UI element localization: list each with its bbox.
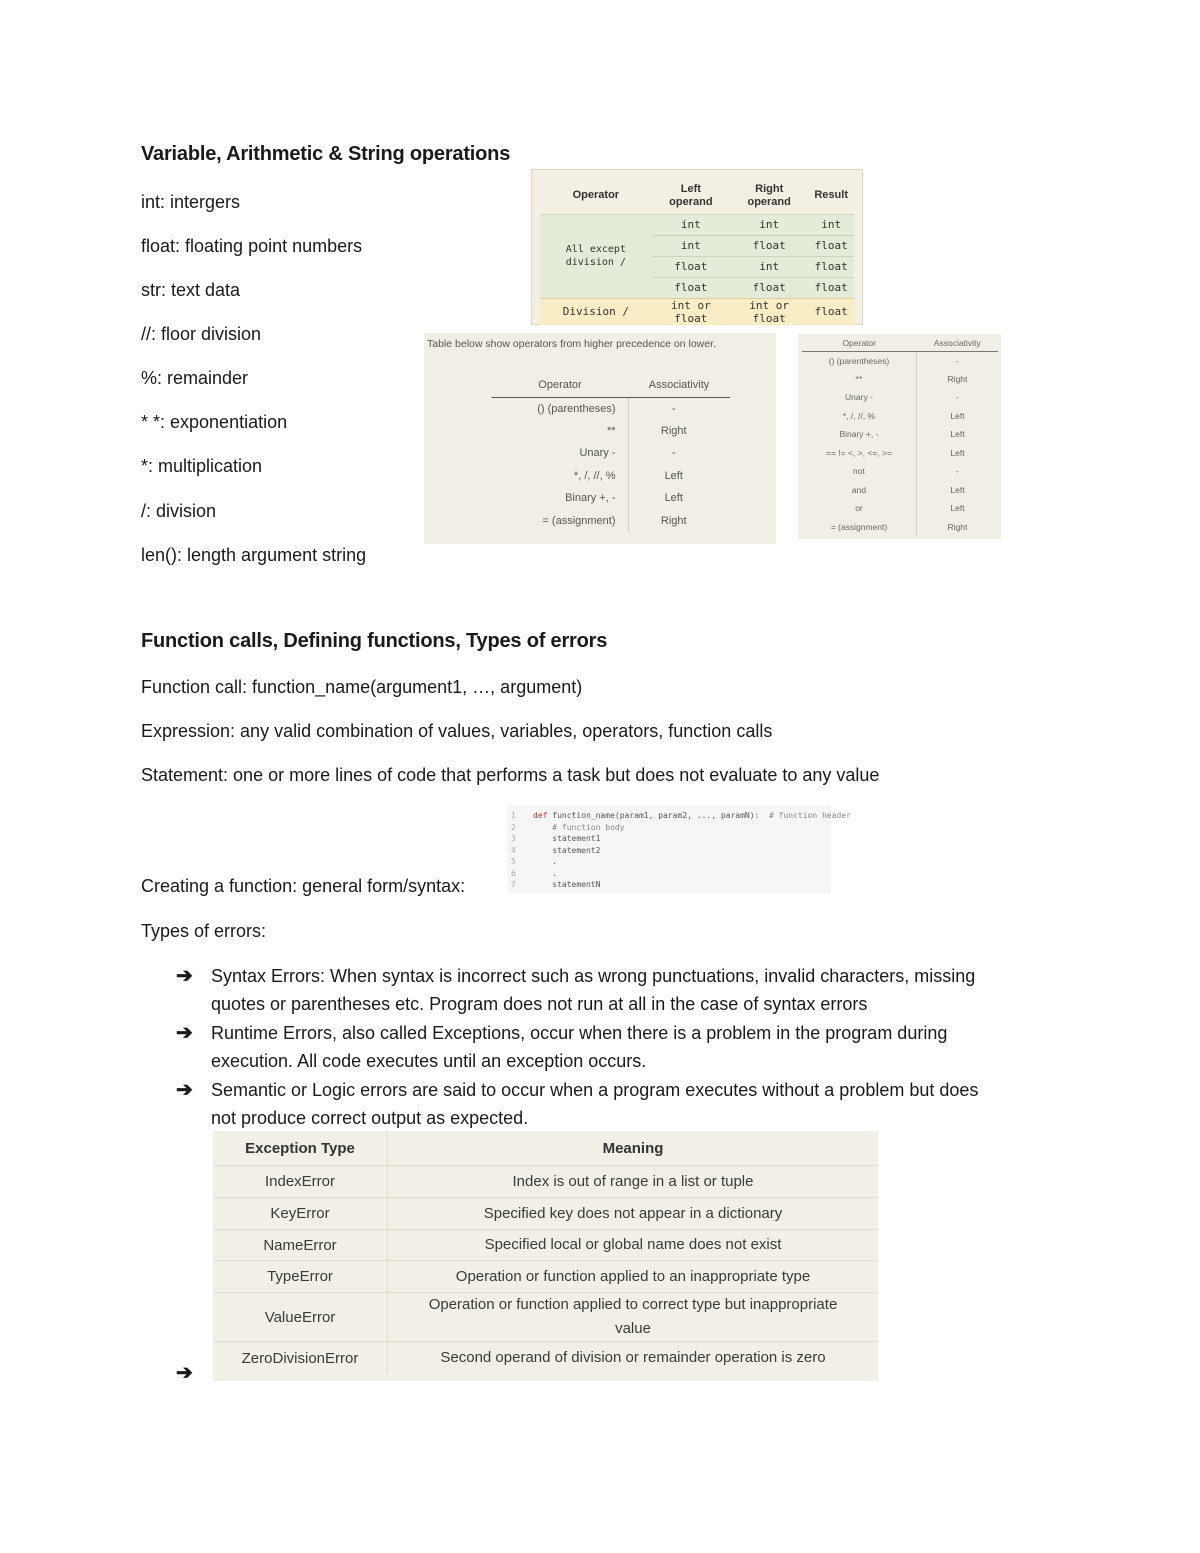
section1-item: //: floor division (141, 324, 262, 344)
code-line (511, 845, 831, 857)
bullet-text: not produce correct output as expected. (211, 1108, 529, 1128)
precedence-cell: Unary - (492, 442, 628, 465)
code-text: . (533, 868, 558, 878)
section1-item: %: remainder (141, 368, 249, 388)
precedence-cell: Right (660, 424, 687, 437)
exception-type: IndexError (213, 1166, 388, 1198)
line-number: 6 (511, 868, 516, 878)
code-comment: # function header (759, 811, 851, 820)
exception-meaning: Specified local or global name does not exist (388, 1230, 879, 1261)
precedence-cell: Unary - (802, 388, 916, 407)
precedence-cell: Left (664, 492, 683, 505)
bullet-text: Semantic or Logic errors are said to occur when a program executes without a problem but does (211, 1080, 979, 1100)
exception-meaning: Operation or function applied to an inappropriate type (388, 1261, 879, 1293)
bullet-syntax-errors (211, 962, 1091, 1018)
function-syntax-code (507, 805, 851, 893)
exceptions-header: Exception Type (213, 1131, 388, 1166)
type-table-cell: float (808, 298, 854, 325)
precedence-cell: Left (950, 447, 965, 458)
line-number: 3 (511, 834, 516, 843)
bullet-text: Runtime Errors, also called Exceptions, occur when there is a problem in the program during (211, 1023, 948, 1043)
arrow-right-icon: ➔ (176, 1079, 193, 1101)
precedence-cell: ** (802, 370, 916, 389)
section1-item: * *: exponentiation (141, 412, 288, 432)
type-table-cell: float (652, 256, 730, 277)
type-table-header: Right operand (747, 182, 791, 208)
code-text (533, 823, 552, 832)
type-table-cell: float (808, 277, 854, 298)
code-line (511, 810, 851, 822)
type-table-cell: float (730, 277, 808, 298)
precedence-table-right (798, 334, 1001, 539)
bullet-text: execution. All code executes until an exception occurs. (211, 1051, 647, 1071)
type-table-cell: float (808, 256, 854, 277)
precedence-cell: - (671, 402, 676, 415)
type-table-cell: int (730, 214, 808, 235)
code-line (511, 868, 831, 880)
expression-line: Expression: any valid combination of values, variables, operators, function calls (141, 721, 773, 741)
type-table-cell: Division / (540, 298, 652, 325)
type-table-header: Left operand (669, 182, 713, 208)
code-keyword: def (533, 811, 548, 820)
type-table-cell: int (808, 214, 854, 235)
code-line (511, 833, 831, 845)
exception-type: NameError (213, 1230, 388, 1261)
code-line (511, 822, 831, 834)
type-table-header: Result (814, 189, 848, 202)
exception-meaning: Index is out of range in a list or tuple (388, 1166, 879, 1198)
precedence-cell: Left (950, 429, 965, 440)
arrow-right-icon: ➔ (176, 1022, 193, 1044)
arrow-right-icon: ➔ (176, 1362, 193, 1384)
section1-item: float: floating point numbers (141, 236, 363, 256)
precedence-cell: *, /, //, % (802, 407, 916, 426)
code-text: statement1 (533, 834, 601, 843)
precedence-header: Associativity (916, 336, 998, 351)
bullet-logic-errors (211, 1076, 1091, 1132)
line-number: 1 (511, 811, 516, 820)
type-table-header: Operator (572, 189, 620, 202)
precedence-cell: and (802, 481, 916, 500)
section1-item: /: division (141, 501, 217, 521)
precedence-table-left (424, 333, 776, 544)
bullet-runtime-errors (211, 1019, 1091, 1075)
precedence-cell: Binary +, - (492, 487, 628, 510)
precedence-cell: Left (664, 469, 683, 482)
precedence-cell: = (assignment) (802, 518, 916, 537)
precedence-cell: == != <, >, <=, >= (802, 444, 916, 463)
precedence-cell: *, /, //, % (492, 465, 628, 488)
precedence-cell: - (956, 392, 959, 403)
precedence-header: Operator (492, 373, 628, 397)
exception-meaning: Second operand of division or remainder operation is zero (388, 1342, 879, 1375)
precedence-cell: Right (947, 373, 968, 384)
precedence-cell: Binary +, - (802, 425, 916, 444)
type-table-cell: int (730, 256, 808, 277)
code-text: . (533, 857, 558, 866)
section1-item: str: text data (141, 280, 241, 300)
type-table-group-label: All except division / (540, 214, 652, 298)
exception-type: KeyError (213, 1198, 388, 1230)
type-table-cell: float (808, 235, 854, 256)
code-text: statement2 (533, 845, 601, 855)
exception-type: ZeroDivisionError (213, 1342, 388, 1375)
type-table-cell: int (652, 235, 730, 256)
code-text: function_name(param1, param2, ..., paramN): (547, 811, 760, 820)
precedence-cell: not (802, 462, 916, 481)
precedence-cell: = (assignment) (492, 510, 628, 533)
type-table-cell: float (652, 277, 730, 298)
section2-title: Function calls, Defining functions, Types of errors (141, 630, 608, 652)
precedence-caption: Table below show operators from higher precedence on lower. (427, 338, 716, 350)
precedence-cell: Right (660, 514, 687, 527)
precedence-cell: Right (947, 521, 968, 532)
exceptions-header: Meaning (602, 1139, 664, 1157)
code-line (511, 856, 831, 868)
function-call-line: Function call: function_name(argument1, …, argument) (141, 677, 583, 697)
types-of-errors-heading: Types of errors: (141, 921, 267, 941)
exceptions-table (213, 1131, 878, 1381)
type-table-cell: int or float (652, 298, 730, 325)
precedence-header: Associativity (628, 373, 730, 397)
arrow-right-icon: ➔ (176, 965, 193, 987)
precedence-cell: - (671, 447, 676, 460)
exception-type: TypeError (213, 1261, 388, 1293)
type-table (531, 169, 863, 325)
code-line (511, 879, 831, 891)
type-table-cell: int or float (730, 298, 808, 325)
precedence-header: Operator (802, 336, 916, 351)
bullet-text: Syntax Errors: When syntax is incorrect such as wrong punctuations, invalid characters, missing (211, 966, 976, 986)
line-number: 5 (511, 857, 516, 866)
line-number: 2 (511, 822, 516, 832)
precedence-cell: ** (492, 420, 628, 443)
precedence-cell: or (802, 499, 916, 518)
section1-item: int: intergers (141, 192, 241, 212)
exception-type: ValueError (213, 1293, 388, 1342)
precedence-cell: Left (950, 484, 965, 495)
bullet-text: quotes or parentheses etc. Program does not run at all in the case of syntax errors (211, 994, 868, 1014)
line-number: 4 (511, 845, 516, 855)
section1-item: len(): length argument string (141, 545, 367, 565)
line-number: 7 (511, 880, 516, 889)
section1-item: *: multiplication (141, 456, 263, 476)
precedence-cell: - (956, 355, 959, 366)
code-comment: # function body (552, 822, 625, 832)
precedence-cell: Left (950, 503, 965, 514)
code-text: statementN (533, 880, 601, 889)
exception-meaning: Operation or function applied to correct type but inappropriate value (388, 1293, 879, 1342)
type-table-cell: int (652, 214, 730, 235)
section1-title: Variable, Arithmetic & String operations (141, 143, 511, 165)
statement-line: Statement: one or more lines of code that performs a task but does not evaluate to any value (141, 765, 880, 785)
precedence-cell: Left (950, 410, 965, 421)
precedence-cell: () (parentheses) (802, 351, 916, 370)
type-table-cell: float (730, 235, 808, 256)
precedence-cell: () (parentheses) (492, 397, 628, 420)
exception-meaning: Specified key does not appear in a dictionary (388, 1198, 879, 1230)
creating-function-line: Creating a function: general form/syntax: (141, 876, 466, 896)
precedence-cell: - (956, 466, 959, 477)
